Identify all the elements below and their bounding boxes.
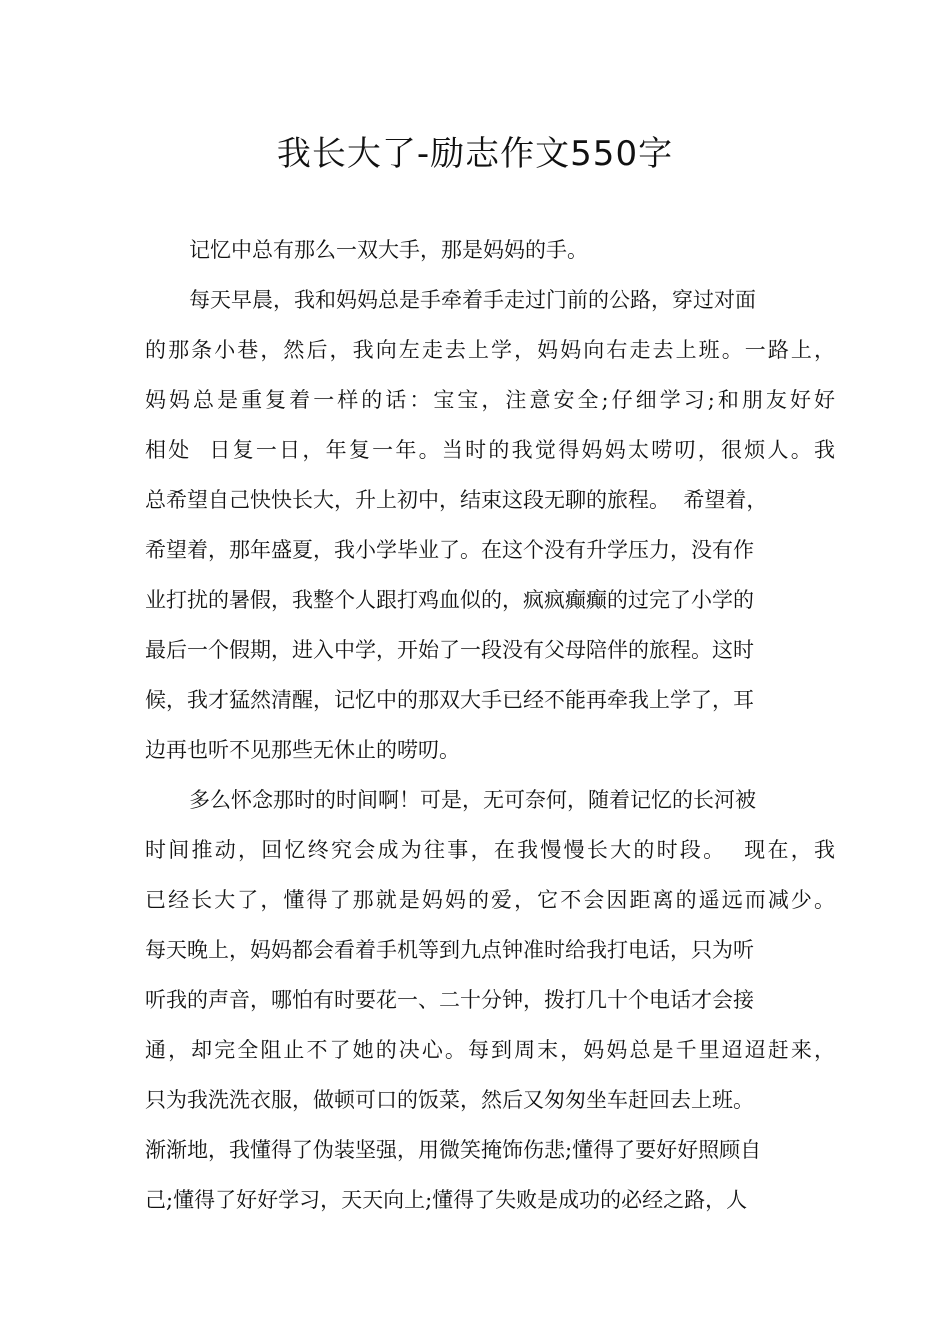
text-line: 时间推动，回忆终究会成为往事，在我慢慢长大的时段。 现在，我 <box>145 838 835 862</box>
text-line: 边再也听不见那些无休止的唠叨。 <box>145 738 460 762</box>
text-line: 只为我洗洗衣服，做顿可口的饭菜，然后又匆匆坐车赶回去上班。 <box>145 1088 754 1112</box>
text-line: 已经长大了，懂得了那就是妈妈的爱，它不会因距离的遥远而减少。 <box>145 888 835 912</box>
text-line: 业打扰的暑假，我整个人跟打鸡血似的，疯疯癫癫的过完了小学的 <box>145 588 754 612</box>
essay-body <box>145 225 835 1225</box>
text-line: 每天早晨，我和妈妈总是手牵着手走过门前的公路，穿过对面 <box>189 288 756 312</box>
text-line: 渐渐地，我懂得了伪装坚强，用微笑掩饰伤悲;懂得了要好好照顾自 <box>145 1138 762 1162</box>
text-line: 通，却完全阻止不了她的决心。每到周末，妈妈总是千里迢迢赶来， <box>145 1038 835 1062</box>
text-line: 最后一个假期，进入中学，开始了一段没有父母陪伴的旅程。这时 <box>145 638 754 662</box>
page-title: 我长大了-励志作文550字 <box>276 134 674 174</box>
text-line: 相处 日复一日，年复一年。当时的我觉得妈妈太唠叨，很烦人。我 <box>145 438 835 462</box>
text-line: 妈妈总是重复着一样的话：宝宝，注意安全;仔细学习;和朋友好好 <box>145 388 835 412</box>
text-line: 的那条小巷，然后，我向左走去上学，妈妈向右走去上班。一路上， <box>145 338 835 362</box>
text-line: 记忆中总有那么一双大手，那是妈妈的手。 <box>189 238 588 262</box>
text-line: 多么怀念那时的时间啊！可是，无可奈何，随着记忆的长河被 <box>189 788 756 812</box>
text-line: 己;懂得了好好学习，天天向上;懂得了失败是成功的必经之路，人 <box>145 1188 748 1212</box>
text-line: 候，我才猛然清醒，记忆中的那双大手已经不能再牵我上学了，耳 <box>145 688 754 712</box>
text-line: 听我的声音，哪怕有时要花一、二十分钟，拨打几十个电话才会接 <box>145 988 754 1012</box>
text-line: 总希望自己快快长大，升上初中，结束这段无聊的旅程。 希望着， <box>145 488 768 512</box>
text-line: 希望着，那年盛夏，我小学毕业了。在这个没有升学压力，没有作 <box>145 538 754 562</box>
text-line: 每天晚上，妈妈都会看着手机等到九点钟准时给我打电话，只为听 <box>145 938 754 962</box>
